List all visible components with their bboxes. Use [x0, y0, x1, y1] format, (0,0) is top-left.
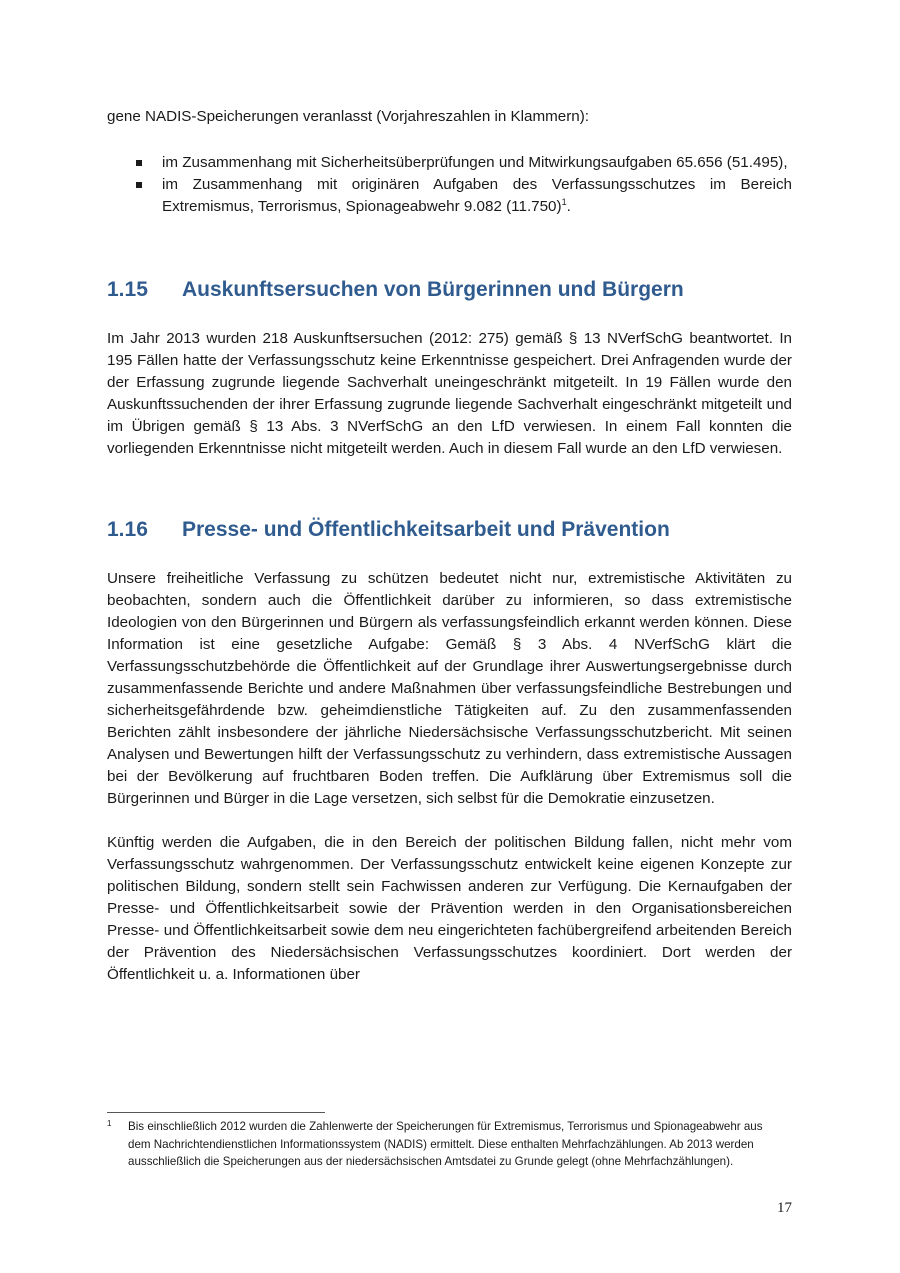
square-bullet-icon: [136, 182, 142, 188]
footnote-reference[interactable]: 1: [561, 196, 567, 207]
list-item: [107, 152, 792, 174]
page-content: [107, 106, 792, 986]
footnote-text: Bis einschließlich 2012 wurden die Zahlenwerte der Speicherungen für Extremismus, Terrorismus und Spionageabwehr aus dem Nachrichtendienstlichen Informationssystem (NADIS) ermittelt. Diese enthalten Mehrfachzählungen. Ab 2013 werden ausschließlich die Speicherungen aus der niedersächsischen Amtsdatei zu Grunde gelegt (ohne Mehrfachzählungen).: [128, 1120, 763, 1168]
section-heading-1-16: [107, 516, 792, 544]
square-bullet-icon: [136, 160, 142, 166]
page-number: 17: [777, 1200, 792, 1216]
section-1-16-paragraph-2: Künftig werden die Aufgaben, die in den Bereich der politischen Bildung fallen, nicht mehr vom Verfassungsschutz wahrgenommen. Der Verfassungsschutz entwickelt keine eigenen Konzepte zur politischen Bildung, sondern stellt sein Fachwissen anderen zur Verfügung. Die Kernaufgaben der Presse- und Öffentlichkeitsarbeit sowie der Prävention werden in den Organisationsbereichen Presse- und Öffentlichkeitsarbeit sowie dem neu eingerichteten fachübergreifend arbeitenden Bereich der Prävention des Niedersächsischen Verfassungsschutzes koordiniert. Dort werden der Öffentlichkeit u. a. Informationen über: [107, 834, 792, 983]
footnote-mark: 1: [107, 1119, 112, 1128]
section-number: 1.16: [107, 518, 148, 541]
section-title: Auskunftsersuchen von Bürgerinnen und Bürgern: [182, 278, 684, 301]
bullet-text: im Zusammenhang mit originären Aufgaben des Verfassungsschutzes im Bereich Extremismus, Terrorismus, Spionageabwehr 9.082 (11.750): [162, 176, 792, 215]
bullet-text: im Zusammenhang mit Sicherheitsüberprüfungen und Mitwirkungsaufgaben 65.656 (51.495),: [162, 154, 788, 171]
section-title: Presse- und Öffentlichkeitsarbeit und Prävention: [182, 518, 670, 541]
footnote-divider: [107, 1112, 325, 1113]
section-number: 1.15: [107, 278, 148, 301]
section-heading-1-15: [107, 276, 792, 304]
section-1-16-paragraph-1: Unsere freiheitliche Verfassung zu schützen bedeutet nicht nur, extremistische Aktivitäten zu beobachten, sondern auch die Öffentlichkeit darüber zu informieren, so dass extremistische Ideologien von den Bürgerinnen und Bürgern als verfassungsfeindlich erkannt werden können. Diese Information ist eine gesetzliche Aufgabe: Gemäß § 3 Abs. 4 NVerfSchG klärt die Verfassungsschutzbehörde die Öffentlichkeit auf der Grundlage ihrer Auswertungsergebnisse durch zusammenfassende Berichte und andere Maßnahmen über verfassungsfeindliche Bestrebungen und sicherheitsgefährdende bzw. geheimdienstliche Tätigkeiten auf. Zu den zusammenfassenden Berichten zählt insbesondere der jährliche Niedersächsische Verfassungsschutzbericht. Mit seinen Analysen und Bewertungen hilft der Verfassungsschutz zu verhindern, dass extremistische Aussagen bei der Bevölkerung auf fruchtbaren Boden treffen. Die Aufklärung über Extremismus soll die Bürgerinnen und Bürger in die Lage versetzen, sich selbst für die Demokratie einzusetzen.: [107, 570, 792, 807]
list-item: [107, 174, 792, 218]
bullet-tail: .: [566, 198, 571, 215]
section-1-15-paragraph: Im Jahr 2013 wurden 218 Auskunftsersuchen (2012: 275) gemäß § 13 NVerfSchG beantwortet. In 195 Fällen hatte der Verfassungsschutz keine Erkenntnisse gespeichert. Drei Anfragenden wurde der der Erfassung zugrunde liegende Sachverhalt uneingeschränkt mitgeteilt. In 19 Fällen wurde den Auskunftssuchenden der ihrer Erfassung zugrunde liegende Sachverhalt eingeschränkt mitgeteilt und im Übrigen gemäß § 13 Abs. 3 NVerfSchG an den LfD verwiesen. In einem Fall konnten die vorliegenden Erkenntnisse nicht mitgeteilt werden. Auch in diesem Fall wurde an den LfD verwiesen.: [107, 330, 792, 457]
footnote: [107, 1118, 787, 1171]
intro-paragraph: gene NADIS-Speicherungen veranlasst (Vorjahreszahlen in Klammern):: [107, 108, 590, 125]
bullet-list: [107, 152, 792, 218]
